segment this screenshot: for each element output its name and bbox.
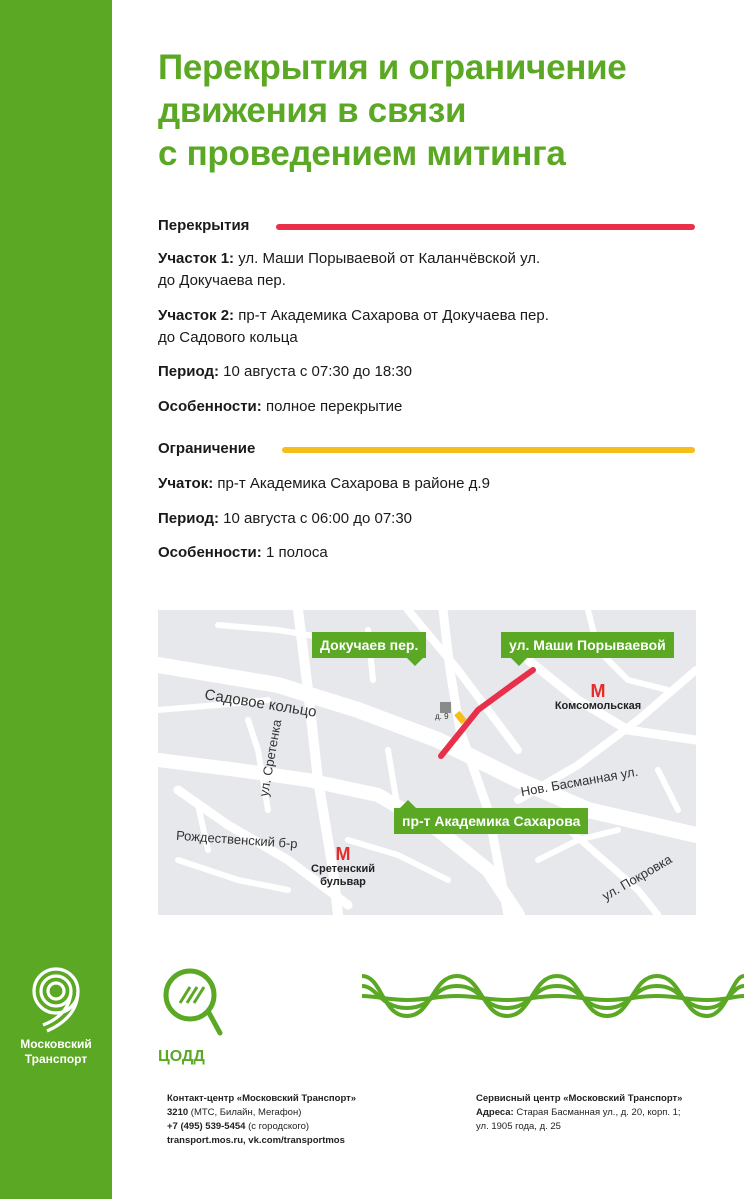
closure-section-1-text: ул. Маши Порываевой от Каланчёвской ул. [234, 250, 541, 267]
service-address-label: Адреса: [476, 1107, 514, 1118]
contact-phone-city: +7 (495) 539-5454 [167, 1121, 246, 1132]
closure-period-label: Период: [158, 363, 219, 380]
closure-section-2-text-cont: до Садового кольца [158, 329, 298, 346]
wave-pattern [362, 966, 744, 1026]
restriction-period-text: 10 августа с 06:00 до 07:30 [219, 510, 413, 527]
page-title [158, 46, 718, 175]
map-label-sadovoe: Садовое кольцо [203, 686, 318, 721]
contact-phone-short-note: (МТС, Билайн, Мегафон) [188, 1107, 302, 1118]
metro-komsomolskaya [543, 682, 653, 713]
metro-komsomolskaya-label: Комсомольская [554, 700, 642, 712]
closure-features [158, 396, 678, 418]
closure-section-1-label: Участок 1: [158, 250, 235, 267]
metro-icon: М [335, 844, 351, 864]
restriction-section-text: пр-т Академика Сахарова в районе д.9 [213, 475, 490, 492]
codd-label: ЦОДД [158, 1048, 205, 1065]
map-label-pokrovka: ул. Покровка [599, 851, 675, 904]
metro-sretensky-label-line2: бульвар [320, 876, 366, 888]
brand-sidebar [0, 0, 112, 1199]
map-tag-porivaeva-label: ул. Маши Порываевой [509, 637, 666, 653]
brand-name [8, 1037, 104, 1067]
pointer-down-icon [511, 658, 527, 666]
map-tag-dokuchaev-label: Докучаев пер. [320, 637, 419, 653]
map-tag-dokuchaev [312, 632, 426, 658]
restriction-features-text: 1 полоса [261, 544, 328, 561]
closure-section-2-label: Участок 2: [158, 307, 235, 324]
codd-logo [158, 965, 248, 1066]
metro-icon: М [590, 681, 606, 701]
closures-divider [276, 224, 695, 230]
metro-sretensky-label-line1: Сретенский [311, 863, 375, 875]
pointer-up-icon [400, 800, 416, 808]
contact-center-info [167, 1092, 407, 1148]
contact-websites: transport.mos.ru, vk.com/transportmos [167, 1135, 345, 1146]
closure-period-text: 10 августа с 07:30 до 18:30 [219, 363, 413, 380]
contact-phone-short: 3210 [167, 1107, 189, 1118]
closure-section-2-text: пр-т Академика Сахарова от Докучаева пер. [234, 307, 549, 324]
service-center-title: Сервисный центр «Московский Транспорт» [476, 1093, 683, 1104]
restriction-features [158, 542, 678, 564]
closure-section-2 [158, 305, 678, 349]
closure-section-1 [158, 248, 678, 292]
map-label-house: д. 9 [435, 712, 449, 721]
brand-name-line1: Московский [20, 1037, 92, 1051]
pointer-down-icon [407, 658, 423, 666]
map-tag-sakharova-label: пр-т Академика Сахарова [402, 813, 581, 829]
street-map [158, 610, 696, 915]
moscow-transport-logo [8, 965, 104, 1067]
map-label-rozhdestvensky: Рождественский б-р [175, 827, 299, 852]
service-address-1: Старая Басманная ул., д. 20, корп. 1; [513, 1107, 681, 1118]
contact-phone-city-note: (с городского) [245, 1121, 310, 1132]
closure-period [158, 361, 678, 383]
closure-features-text: полное перекрытие [261, 398, 403, 415]
restriction-section [158, 473, 678, 495]
restriction-period [158, 508, 678, 530]
map-tag-sakharova [394, 808, 588, 834]
restriction-period-label: Период: [158, 510, 219, 527]
map-label-basmannaya: Нов. Басманная ул. [519, 763, 640, 800]
metro-sretensky [298, 845, 388, 889]
closure-section-1-text-cont: до Докучаева пер. [158, 272, 286, 289]
restriction-heading: Ограничение [158, 440, 256, 457]
closures-heading: Перекрытия [158, 217, 250, 234]
service-address-2: ул. 1905 года, д. 25 [476, 1121, 561, 1132]
brand-name-line2: Транспорт [24, 1052, 88, 1066]
map-label-sretenka: ул. Сретенка [256, 718, 285, 798]
transport-logo-icon [23, 965, 89, 1033]
map-tag-porivaeva [501, 632, 674, 658]
service-center-info [476, 1092, 736, 1134]
restriction-features-label: Особенности: [158, 544, 262, 561]
restriction-section-label: Учаток: [158, 475, 214, 492]
title-line1: Перекрытия и ограничение [158, 48, 627, 87]
restriction-divider [282, 447, 695, 453]
title-line2: движения в связи [158, 91, 467, 130]
closure-features-label: Особенности: [158, 398, 262, 415]
contact-center-title: Контакт-центр «Московский Транспорт» [167, 1093, 357, 1104]
codd-logo-icon [158, 965, 224, 1037]
title-line3: с проведением митинга [158, 134, 566, 173]
